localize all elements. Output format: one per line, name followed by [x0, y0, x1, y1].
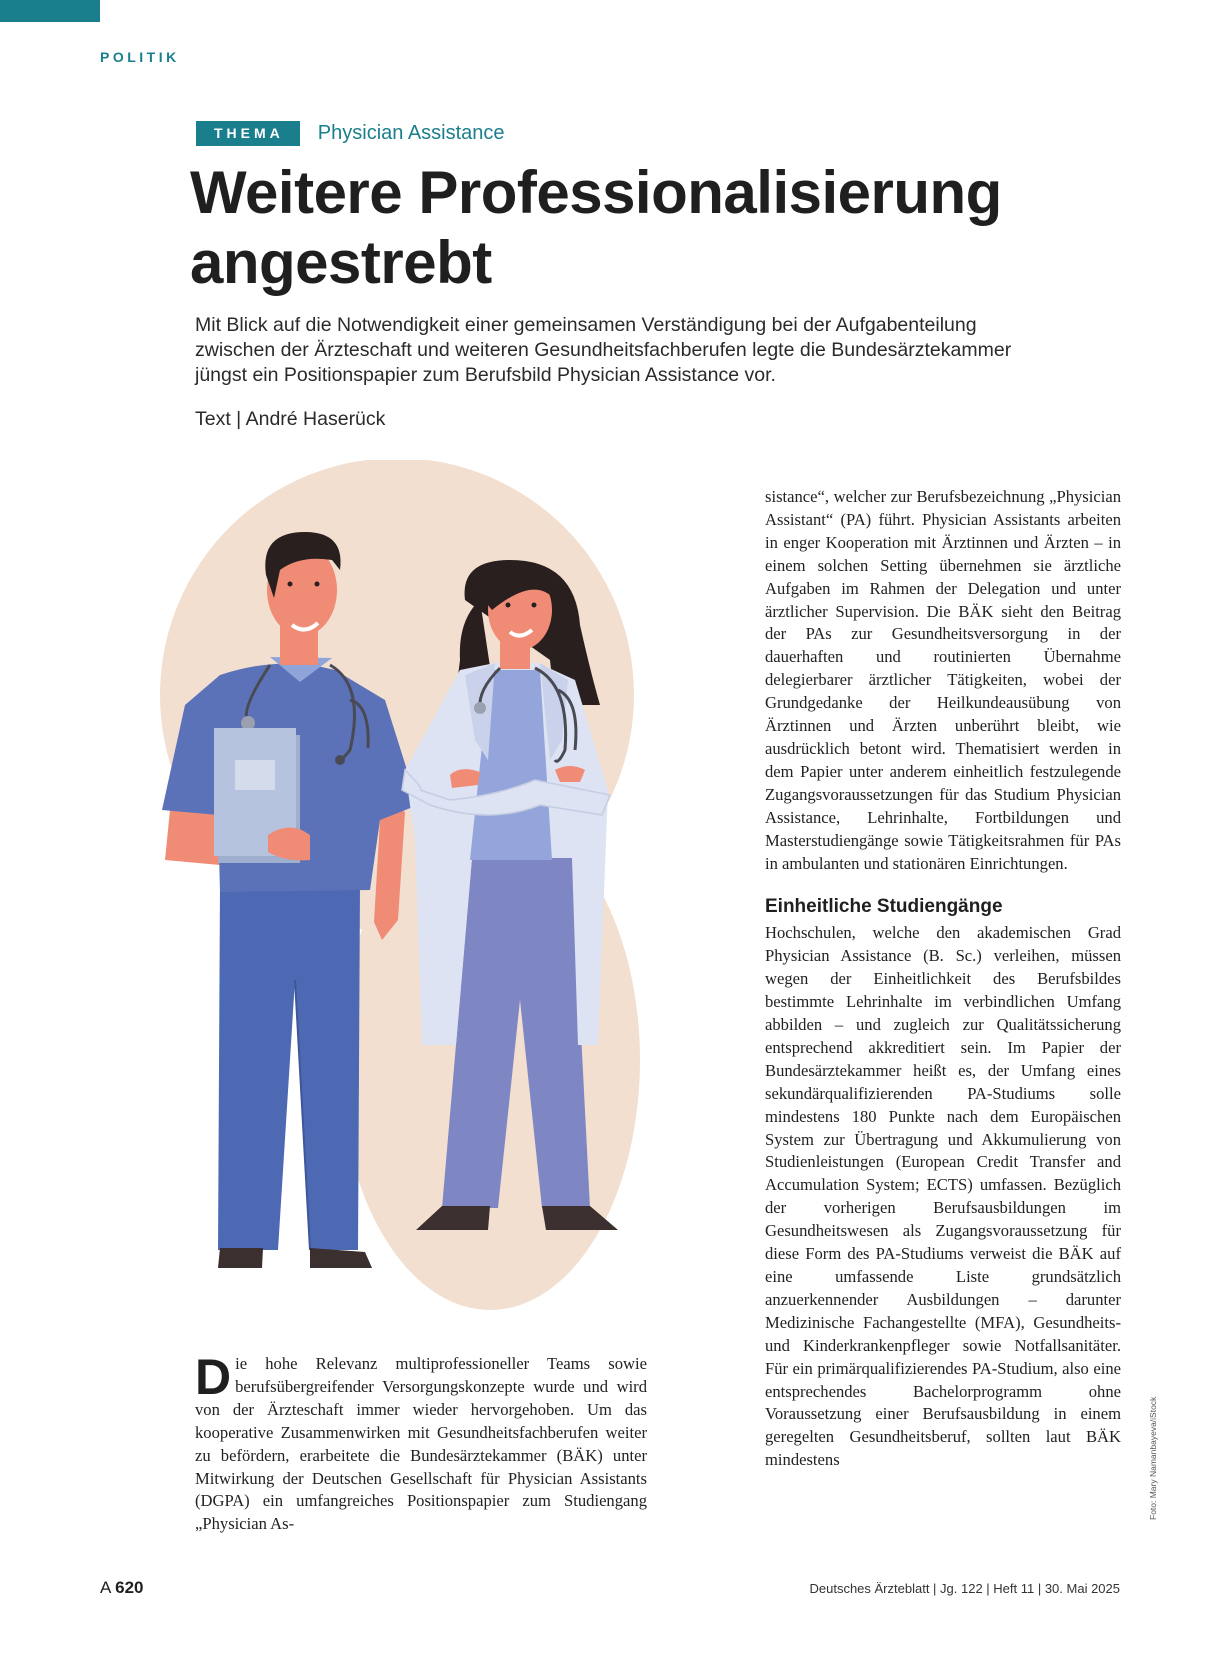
article-paragraph-continued: sistance“, welcher zur Berufsbezeichnung „Physician Assistant“ (PA) führt. Physician Assistants arbeiten in enger Kooperation mit Ärztinnen und Ärzten – in einem solchen Setting übernehmen sie ärztliche Aufgaben im Rahmen der Delegation und unter ärztlicher Supervision. Die BÄK sieht den Beitrag der PAs zur Gesundheitsversorgung in der dauerhaften und routinierten Übernahme delegierbarer ärztlicher Tätigkeiten, wobei der Grundgedanke der Heilkundeausübung von Ärztinnen und Ärzten unberührt bleibt, wie ausdrücklich betont wird. Thematisiert werden in dem Papier unter anderem einheitlich festzulegende Zugangsvoraussetzungen für das Studium Physician Assistance, Lehrinhalte, Fortbildungen und Masterstudiengänge sowie Tätigkeitsrahmen für PAs in ambulanten und stationären Einrichtungen. [765, 487, 1121, 873]
page-number [100, 1578, 144, 1598]
article-column-left [195, 1349, 647, 1536]
page-prefix: A [100, 1578, 111, 1597]
section-label: POLITIK [100, 49, 180, 65]
page-number-value: 620 [115, 1578, 144, 1597]
kicker [196, 121, 505, 146]
subheading: Einheitliche Studiengänge [765, 896, 1003, 918]
dropcap: D [195, 1349, 232, 1405]
thema-badge: THEMA [196, 121, 300, 146]
kicker-topic: Physician Assistance [317, 122, 505, 144]
headline: Weitere Professionalisierung angestrebt [190, 159, 1002, 296]
publication-info: Deutsches Ärzteblatt | Jg. 122 | Heft 11 | 30. Mai 2025 [809, 1581, 1120, 1596]
top-accent-bar [0, 0, 100, 22]
photo-credit: Foto: Mary Namanbayeva/iStock [1148, 1396, 1158, 1520]
lead-paragraph: Mit Blick auf die Notwendigkeit einer gemeinsamen Verständigung bei der Aufgabenteilung zwischen der Ärzteschaft und weiteren Gesundheitsfachberufen legte die Bundesärztekammer jüngst ein Positionspapier zum Berufsbild Physician Assistance vor. [195, 314, 1012, 386]
doctors-illustration [160, 460, 680, 1320]
article-column-right [765, 486, 1121, 1472]
article-paragraph-intro [195, 1349, 647, 1536]
byline: Text | André Haserück [195, 408, 386, 430]
article-paragraph-studies: Hochschulen, welche den akademischen Grad Physician Assistance (B. Sc.) verleihen, müssen wegen der Einheitlichkeit des Berufsbildes bestimmte Lehrinhalte im verbindlichen Umfang abbilden – und zugleich zur Qualitätssicherung entsprechend akkreditiert sein. Im Papier der Bundesärztekammer heißt es, der Umfang eines sekundärqualifizierenden PA-Studiums solle mindestens 180 Punkte nach dem Europäischen System zur Übertragung und Akkumulierung von Studienleistungen (European Credit Transfer and Accumulation System; ECTS) umfassen. Bezüglich der vorherigen Berufsausbildungen im Gesundheitswesen als Zugangsvoraussetzung für diese Form des PA-Studiums verweist die BÄK auf eine umfassende Liste grundsätzlich anzuerkennender Ausbildungen – darunter Medizinische Fachangestellte (MFA), Gesundheits- und Kinderkrankenpfleger sowie Notfallsanitäter. Für ein primärqualifizierendes PA-Studium, also eine entsprechendes Bachelorprogramm ohne Voraussetzung einer Berufsausbildung in einem geregelten Gesundheitsberuf, sollten laut BÄK mindestens [765, 923, 1121, 1470]
intro-text: ie hohe Relevanz multiprofessioneller Teams sowie berufsübergreifender Versorgungskonzepte wurde und wird von der Ärzteschaft immer wieder hervorgehoben. Um das kooperative Zusammenwirken mit Gesundheitsfachberufen weiter zu befördern, erarbeitete die Bundesärztekammer (BÄK) unter Mitwirkung der Deutschen Gesellschaft für Physician Assistants (DGPA) ein umfangreiches Positionspapier zum Studiengang „Physician As- [195, 1354, 647, 1534]
